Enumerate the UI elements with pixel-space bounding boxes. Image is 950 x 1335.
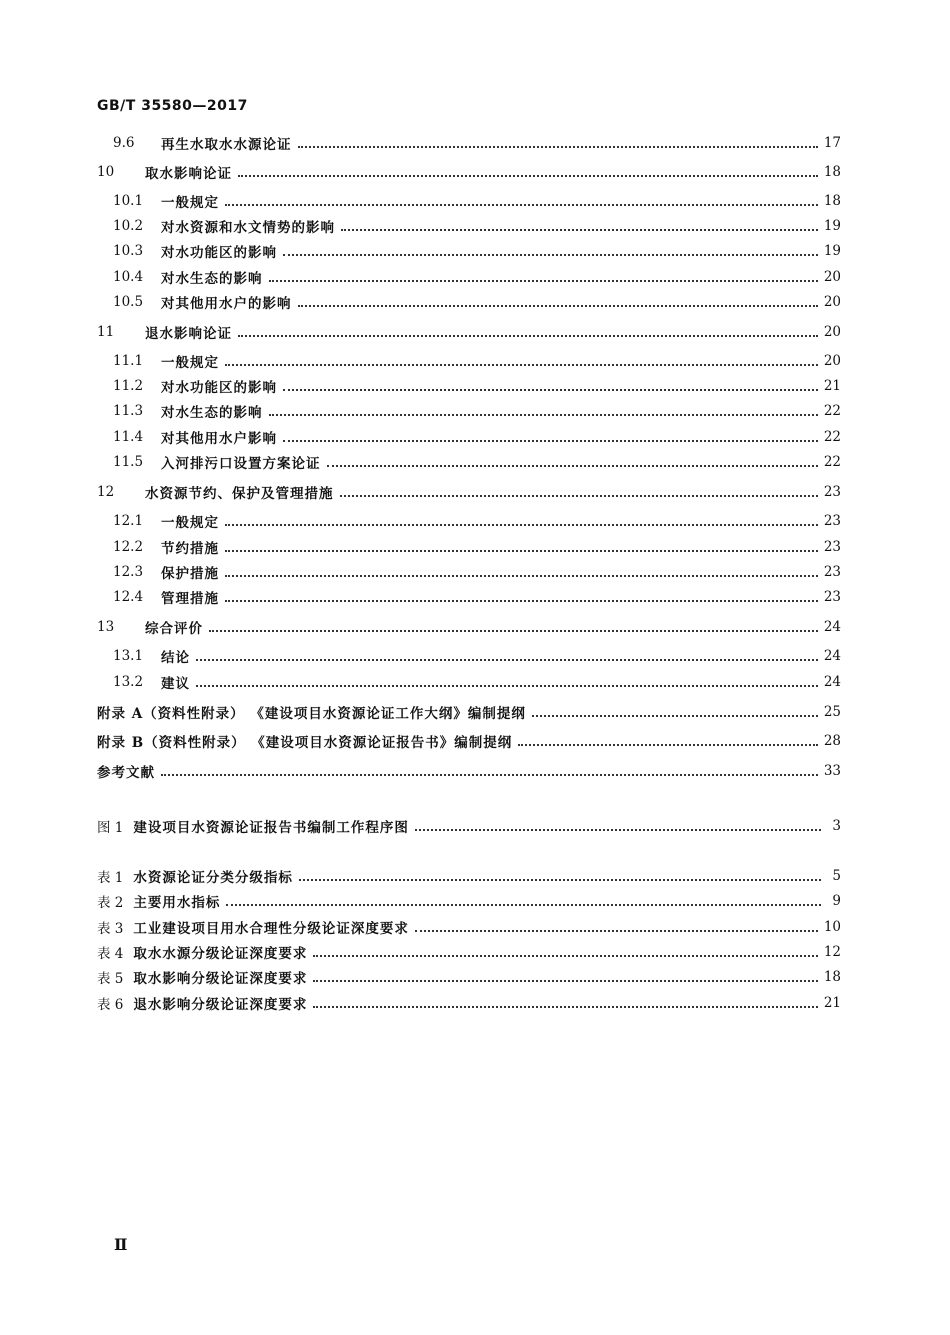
dot-leader — [238, 175, 818, 177]
toc-entry[interactable] — [113, 400, 841, 422]
toc-entry[interactable] — [113, 561, 841, 583]
toc-entry-page: 23 — [823, 484, 841, 500]
dot-leader — [532, 715, 818, 717]
toc-entry[interactable] — [97, 966, 841, 988]
toc-entry[interactable] — [113, 426, 841, 448]
toc-entry-page: 24 — [823, 674, 841, 690]
dot-leader — [269, 414, 818, 416]
toc-entry-page: 20 — [823, 324, 841, 340]
dot-leader — [226, 904, 821, 906]
toc-entry-page: 21 — [823, 995, 841, 1011]
toc-entry[interactable] — [113, 190, 841, 212]
dot-leader — [225, 364, 818, 366]
toc-entry-title: 建设项目水资源论证报告书编制工作程序图 — [133, 820, 409, 836]
toc-entry-number: 12.1 — [113, 513, 144, 529]
toc-entry[interactable] — [97, 161, 841, 183]
toc-entry-number: 11.2 — [113, 378, 144, 394]
toc-entry-title: 取水水源分级论证深度要求 — [133, 946, 308, 962]
toc-entry-title: 取水影响论证 — [145, 166, 232, 182]
toc-entry-title: 对水功能区的影响 — [161, 245, 277, 261]
toc-entry-number: 11 — [97, 324, 115, 340]
toc-entry-number: 表 6 — [97, 997, 124, 1013]
dot-leader — [340, 495, 818, 497]
toc-entry-title: 对水生态的影响 — [161, 271, 263, 287]
toc-entry-number: 10.3 — [113, 243, 144, 259]
toc-entry-page: 17 — [823, 135, 841, 151]
toc-entry-page: 5 — [832, 868, 841, 884]
toc-entry-title: 退水影响论证 — [145, 326, 232, 342]
toc-entry-title: 一般规定 — [161, 195, 219, 211]
toc-entry-number: 图 1 — [97, 820, 124, 836]
toc-entry-number: 表 4 — [97, 946, 124, 962]
toc-entry-page: 19 — [823, 218, 841, 234]
dot-leader — [313, 980, 817, 982]
toc-entry-title: 退水影响分级论证深度要求 — [133, 997, 308, 1013]
toc-entry-number: 11.3 — [113, 403, 144, 419]
toc-entry-page: 24 — [823, 619, 841, 635]
toc-entry[interactable] — [97, 815, 841, 837]
toc-entry-page: 22 — [823, 454, 841, 470]
toc-entry-title: 对水功能区的影响 — [161, 380, 277, 396]
toc-entry-title: 结论 — [161, 650, 190, 666]
toc-entry-title: 水资源节约、保护及管理措施 — [145, 486, 334, 502]
toc-entry-number: 表 2 — [97, 895, 124, 911]
toc-entry-number: 12.3 — [113, 564, 144, 580]
toc-entry-title: 一般规定 — [161, 355, 219, 371]
dot-leader — [225, 524, 818, 526]
toc-entry-number: 11.1 — [113, 353, 144, 369]
toc-entry-page: 33 — [823, 763, 841, 779]
toc-entry[interactable] — [97, 916, 841, 938]
toc-entry-title: 对其他用水户的影响 — [161, 296, 292, 312]
toc-entry[interactable] — [113, 240, 841, 262]
dot-leader — [518, 744, 818, 746]
toc-entry-page: 25 — [823, 704, 841, 720]
toc-entry[interactable] — [113, 215, 841, 237]
toc-entry[interactable] — [113, 451, 841, 473]
toc-entry[interactable] — [113, 266, 841, 288]
toc-entry[interactable] — [97, 865, 841, 887]
document-code-header: GB/T 35580—2017 — [97, 98, 248, 114]
toc-entry-page: 18 — [823, 193, 841, 209]
toc-entry[interactable] — [97, 760, 841, 782]
toc-entry[interactable] — [97, 941, 841, 963]
dot-leader — [196, 659, 818, 661]
dot-leader — [298, 305, 818, 307]
toc-entry-title: 保护措施 — [161, 566, 219, 582]
toc-entry-page: 10 — [823, 919, 841, 935]
toc-entry-page: 18 — [823, 969, 841, 985]
dot-leader — [327, 465, 818, 467]
toc-entry-number: 9.6 — [113, 135, 135, 151]
toc-entry-title: 取水影响分级论证深度要求 — [133, 971, 308, 987]
toc-entry-title: 入河排污口设置方案论证 — [161, 456, 321, 472]
toc-entry[interactable] — [97, 616, 841, 638]
toc-entry[interactable] — [113, 586, 841, 608]
toc-entry-number: 表 1 — [97, 870, 124, 886]
toc-entry-page: 28 — [823, 733, 841, 749]
dot-leader — [283, 440, 818, 442]
toc-entry-number: 13 — [97, 619, 115, 635]
dot-leader — [238, 335, 818, 337]
toc-entry-number: 11.4 — [113, 429, 144, 445]
toc-entry-number: 12.2 — [113, 539, 144, 555]
dot-leader — [298, 146, 818, 148]
toc-entry-number: 10.4 — [113, 269, 144, 285]
toc-entry-number: 10.5 — [113, 294, 144, 310]
toc-entry[interactable] — [97, 730, 841, 752]
toc-entry-title: 建议 — [161, 676, 190, 692]
toc-entry-page: 23 — [823, 589, 841, 605]
toc-entry[interactable] — [97, 992, 841, 1014]
dot-leader — [225, 550, 818, 552]
dot-leader — [269, 280, 818, 282]
toc-entry-page: 20 — [823, 294, 841, 310]
toc-entry-number: 表 5 — [97, 971, 124, 987]
toc-entry[interactable] — [113, 375, 841, 397]
dot-leader — [161, 774, 818, 776]
toc-entry-number: 12.4 — [113, 589, 144, 605]
toc-entry-title: 主要用水指标 — [133, 895, 221, 911]
toc-entry-page: 20 — [823, 353, 841, 369]
toc-entry-page: 24 — [823, 648, 841, 664]
toc-entry-number: 10.1 — [113, 193, 144, 209]
toc-entry-title: 管理措施 — [161, 591, 219, 607]
dot-leader — [209, 630, 818, 632]
toc-entry-title: 对其他用水户影响 — [161, 431, 277, 447]
toc-entry-title: 综合评价 — [145, 621, 203, 637]
toc-entry[interactable] — [113, 132, 841, 154]
toc-entry-title: 水资源论证分类分级指标 — [133, 870, 293, 886]
toc-entry[interactable] — [113, 510, 841, 532]
toc-entry-title: 对水资源和水文情势的影响 — [161, 220, 335, 236]
toc-entry-title: 附录 A（资料性附录） 《建设项目水资源论证工作大纲》编制提纲 — [97, 706, 526, 722]
toc-entry-number: 13.1 — [113, 648, 144, 664]
toc-entry-number: 11.5 — [113, 454, 144, 470]
toc-entry-number: 表 3 — [97, 921, 124, 937]
toc-entry-page: 20 — [823, 269, 841, 285]
dot-leader — [225, 600, 818, 602]
toc-entry[interactable] — [113, 350, 841, 372]
toc-entry-title: 对水生态的影响 — [161, 405, 263, 421]
toc-entry-number: 12 — [97, 484, 115, 500]
toc-entry-title: 一般规定 — [161, 515, 219, 531]
toc-entry-page: 23 — [823, 513, 841, 529]
toc-entry[interactable] — [97, 321, 841, 343]
toc-entry[interactable] — [113, 291, 841, 313]
toc-entry-page: 23 — [823, 539, 841, 555]
toc-entry-title: 附录 B（资料性附录） 《建设项目水资源论证报告书》编制提纲 — [97, 735, 513, 751]
toc-entry-page: 21 — [823, 378, 841, 394]
toc-entry-number: 10 — [97, 164, 115, 180]
toc-entry[interactable] — [113, 645, 841, 667]
toc-entry-page: 23 — [823, 564, 841, 580]
toc-entry-page: 18 — [823, 164, 841, 180]
toc-entry-page: 22 — [823, 429, 841, 445]
toc-entry-page: 22 — [823, 403, 841, 419]
toc-entry-page: 3 — [832, 818, 841, 834]
toc-entry[interactable] — [113, 536, 841, 558]
toc-entry[interactable] — [97, 701, 841, 723]
dot-leader — [196, 685, 818, 687]
toc-entry[interactable] — [97, 890, 841, 912]
toc-entry-page: 12 — [823, 944, 841, 960]
dot-leader — [225, 575, 818, 577]
dot-leader — [299, 879, 821, 881]
dot-leader — [225, 204, 818, 206]
dot-leader — [313, 955, 817, 957]
dot-leader — [341, 229, 818, 231]
toc-entry-title: 参考文献 — [97, 765, 155, 781]
dot-leader — [313, 1006, 817, 1008]
toc-entry-page: 9 — [832, 893, 841, 909]
toc-entry-title: 工业建设项目用水合理性分级论证深度要求 — [133, 921, 409, 937]
toc-entry-number: 13.2 — [113, 674, 144, 690]
page-number-footer: Ⅱ — [114, 1235, 128, 1254]
dot-leader — [415, 829, 821, 831]
toc-entry-title: 再生水取水水源论证 — [161, 137, 292, 153]
toc-entry-number: 10.2 — [113, 218, 144, 234]
toc-entry[interactable] — [113, 671, 841, 693]
dot-leader — [283, 389, 818, 391]
toc-entry[interactable] — [97, 481, 841, 503]
dot-leader — [415, 930, 818, 932]
dot-leader — [283, 254, 818, 256]
toc-entry-page: 19 — [823, 243, 841, 259]
toc-entry-title: 节约措施 — [161, 541, 219, 557]
